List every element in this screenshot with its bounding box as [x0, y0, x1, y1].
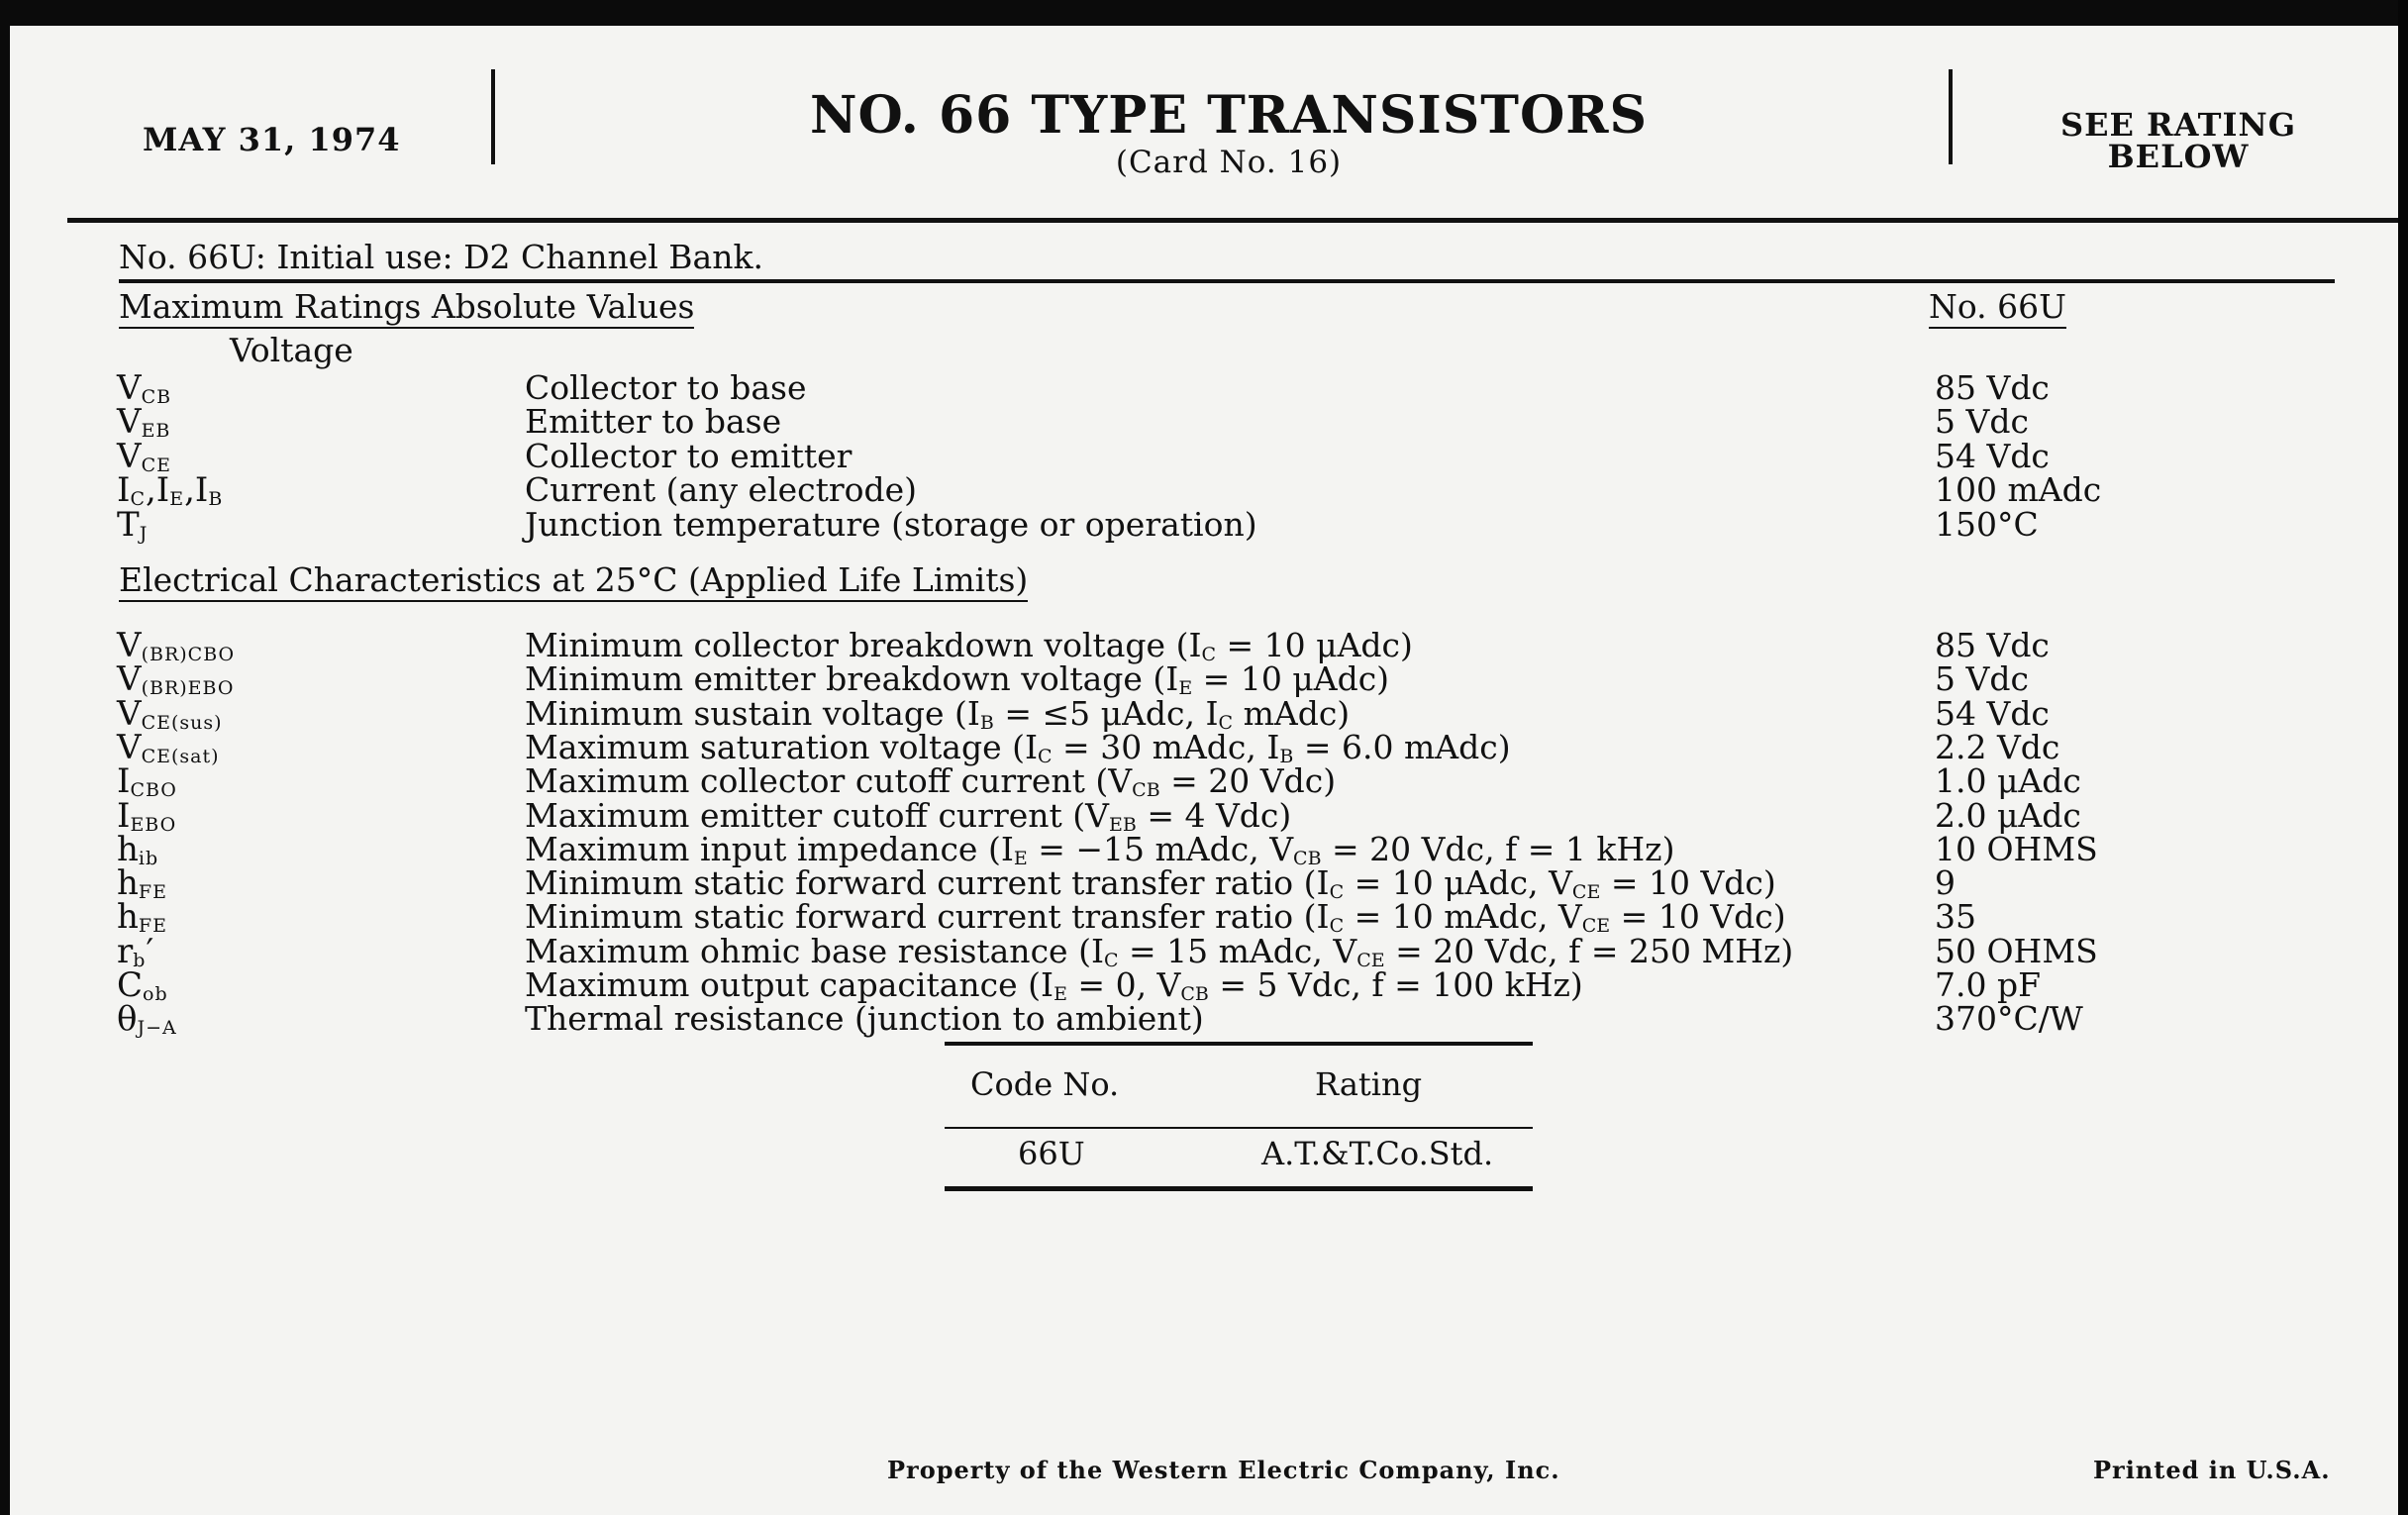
description-text: Minimum sustain voltage (I — [525, 693, 980, 733]
symbol-subscript: EBO — [130, 813, 177, 836]
card-subtitle: (Card No. 16) — [1115, 145, 1343, 180]
property-notice: Property of the Western Electric Company, Inc. — [887, 1456, 1560, 1484]
rating-value: 35 — [1935, 897, 1976, 937]
description-text: = 10 μAdc) — [1192, 659, 1390, 699]
description-text: Maximum input impedance (I — [525, 829, 1014, 868]
description-text: = 10 μAdc, V — [1344, 863, 1572, 903]
rating-value: 2.0 μAdc — [1935, 795, 2081, 835]
symbol-subscript: CE(sus) — [141, 711, 223, 734]
description — [525, 368, 807, 407]
rating-value: A.T.&T.Co.Std. — [1261, 1135, 1494, 1172]
symbol-main: V — [117, 402, 142, 443]
description-subscript: C — [1038, 745, 1053, 767]
description-subscript: C — [1329, 915, 1345, 938]
description-subscript: C — [1201, 644, 1217, 665]
symbol-main: ,I — [184, 470, 209, 511]
symbol-main: V — [117, 368, 142, 408]
description-subscript: B — [979, 711, 994, 734]
description-text: Emitter to base — [525, 402, 782, 442]
rating-value: 7.0 pF — [1935, 965, 2041, 1004]
symbol-main: r — [117, 931, 134, 971]
table-top-rule — [945, 1042, 1533, 1046]
symbol-prime: ′ — [146, 931, 154, 971]
description-text: = 20 Vdc, f = 250 MHz) — [1384, 931, 1794, 970]
max-ratings-heading — [119, 287, 694, 326]
symbol-subscript: FE — [138, 915, 167, 938]
see-rating-note — [1962, 106, 2394, 175]
description-text: Maximum output capacitance (I — [525, 965, 1054, 1004]
description-subscript: EB — [1108, 813, 1137, 836]
symbol-main: V — [117, 659, 142, 700]
description-subscript: CB — [1180, 983, 1209, 1005]
see-rating-line1: SEE RATING — [2059, 106, 2297, 144]
electrical-heading — [119, 560, 1028, 599]
rating-value: 9 — [1935, 863, 1956, 903]
header-rule — [67, 218, 2400, 223]
symbol-main: V — [117, 626, 142, 665]
intro-rule — [119, 279, 2335, 283]
description-subscript: CB — [1132, 779, 1160, 802]
rating-value: 10 OHMS — [1935, 829, 2098, 868]
symbol-subscript: C — [130, 488, 146, 511]
symbol — [117, 999, 177, 1039]
rating-value: 100 mAdc — [1935, 470, 2102, 510]
rating-value: 1.0 μAdc — [1935, 761, 2081, 801]
see-rating-line2: BELOW — [2107, 138, 2250, 175]
description-text: Maximum collector cutoff current (V — [525, 761, 1133, 801]
description — [525, 470, 917, 509]
rating-value: 85 Vdc — [1935, 368, 2050, 407]
card-title: NO. 66 TYPE TRANSISTORS — [809, 85, 1649, 146]
rating-value: 2.2 Vdc — [1935, 727, 2060, 766]
description-text: Maximum ohmic base resistance (I — [525, 931, 1104, 970]
symbol-main: h — [117, 897, 139, 938]
symbol-subscript: CE(sat) — [141, 745, 220, 767]
description-text: Junction temperature (storage or operation) — [525, 504, 1257, 544]
symbol-main: I — [117, 761, 131, 802]
description-text: Minimum static forward current transfer ratio (I — [525, 863, 1330, 903]
symbol-subscript: J — [139, 522, 149, 545]
description-text: Current (any electrode) — [525, 470, 918, 510]
symbol-subscript: CE — [141, 454, 171, 476]
column-heading-text: No. 66U — [1929, 287, 2066, 329]
description-subscript: CE — [1581, 915, 1611, 938]
printed-notice: Printed in U.S.A. — [2093, 1456, 2331, 1484]
symbol-main: V — [117, 727, 142, 767]
symbol-subscript: CB — [141, 386, 172, 408]
description-subscript: E — [1013, 847, 1028, 869]
symbol-subscript: E — [169, 488, 185, 511]
symbol-subscript: b — [133, 949, 147, 971]
description-text: = 4 Vdc) — [1136, 795, 1292, 835]
symbol-main: V — [117, 693, 142, 734]
symbol-subscript: B — [208, 488, 224, 511]
scan-edge — [2398, 0, 2408, 1515]
description-text: = 6.0 mAdc) — [1293, 727, 1511, 766]
rating-value: 370°C/W — [1935, 999, 2083, 1039]
symbol-subscript: ob — [143, 983, 168, 1005]
header-divider-left — [491, 69, 495, 164]
description-text: = 10 Vdc) — [1600, 863, 1776, 903]
description — [525, 437, 852, 475]
description-subscript: CB — [1293, 847, 1322, 869]
description — [525, 505, 1257, 544]
description — [525, 402, 781, 441]
description-text: = 20 Vdc, f = 1 kHz) — [1321, 829, 1675, 868]
transistor-data-card — [10, 26, 2408, 1515]
max-ratings-heading-text: Maximum Ratings Absolute Values — [119, 287, 694, 329]
symbol-main: I — [117, 795, 131, 836]
description-subscript: E — [1054, 983, 1067, 1005]
description-text: Thermal resistance (junction to ambient) — [525, 999, 1204, 1039]
rating-value: 50 OHMS — [1935, 931, 2098, 970]
description-text: = 5 Vdc, f = 100 kHz) — [1208, 965, 1583, 1004]
description-text: = 20 Vdc) — [1159, 761, 1337, 801]
description-text: Maximum emitter cutoff current (V — [525, 795, 1109, 835]
column-heading-66u — [1929, 287, 2066, 326]
symbol-subscript: (BR)CBO — [141, 644, 236, 665]
symbol-main: C — [117, 965, 144, 1005]
symbol-subscript: CBO — [130, 779, 177, 802]
symbol-subscript: J−A — [137, 1017, 177, 1040]
description-subscript: C — [1103, 949, 1119, 971]
description-text: = 10 mAdc, V — [1344, 897, 1582, 937]
description-subscript: B — [1279, 745, 1294, 767]
symbol-subscript: FE — [138, 881, 167, 904]
symbol-main: h — [117, 863, 139, 904]
description-subscript: C — [1218, 711, 1234, 734]
rating-value: 150°C — [1935, 504, 2039, 544]
description-subscript: CE — [1356, 949, 1385, 971]
description-text: = 15 mAdc, V — [1118, 931, 1357, 970]
voltage-subheading: Voltage — [230, 331, 353, 369]
description-text: = 10 Vdc) — [1610, 897, 1786, 937]
symbol-subscript: EB — [141, 420, 171, 443]
description-subscript: C — [1329, 881, 1345, 904]
description-text: Collector to base — [525, 368, 807, 407]
symbol-main: ,I — [145, 470, 170, 511]
rating-value: 54 Vdc — [1935, 436, 2050, 475]
symbol-subscript: ib — [138, 847, 159, 869]
description — [525, 999, 1204, 1038]
symbol-main: h — [117, 829, 139, 869]
description-text: = 10 μAdc) — [1216, 626, 1413, 664]
description-text: Maximum saturation voltage (I — [525, 727, 1039, 766]
description-text: Minimum emitter breakdown voltage (I — [525, 659, 1179, 699]
card-date: MAY 31, 1974 — [143, 121, 401, 158]
intro-line: No. 66U: Initial use: D2 Channel Bank. — [119, 238, 763, 276]
description-subscript: CE — [1571, 881, 1601, 904]
symbol-main: I — [117, 470, 131, 511]
rating-value: 54 Vdc — [1935, 693, 2050, 733]
electrical-heading-text: Electrical Characteristics at 25°C (Applied Life Limits) — [119, 560, 1028, 602]
table-mid-rule — [945, 1127, 1533, 1129]
table-bottom-rule — [945, 1186, 1533, 1191]
symbol-main: θ — [117, 999, 138, 1040]
description-text: = −15 mAdc, V — [1027, 829, 1294, 868]
header-divider-right — [1949, 69, 1953, 164]
symbol — [117, 505, 148, 545]
rating-value: 5 Vdc — [1935, 402, 2029, 442]
description-text: = 30 mAdc, I — [1052, 727, 1280, 766]
symbol-main: T — [117, 504, 140, 545]
rating-value: 85 Vdc — [1935, 626, 2050, 664]
description-text: Minimum static forward current transfer ratio (I — [525, 897, 1330, 937]
symbol-subscript: (BR)EBO — [141, 677, 235, 700]
description-subscript: E — [1178, 677, 1193, 700]
description-text: Minimum collector breakdown voltage (I — [525, 626, 1202, 664]
rating-header: Rating — [1315, 1065, 1423, 1103]
rating-value: 5 Vdc — [1935, 659, 2029, 699]
description-text: = 0, V — [1066, 965, 1181, 1004]
symbol-main: V — [117, 436, 142, 476]
description-text: Collector to emitter — [525, 436, 853, 475]
description-text: mAdc) — [1233, 693, 1351, 733]
code-value: 66U — [1018, 1135, 1085, 1172]
code-no-header: Code No. — [970, 1065, 1120, 1103]
description-text: = ≤5 μAdc, I — [993, 693, 1219, 733]
